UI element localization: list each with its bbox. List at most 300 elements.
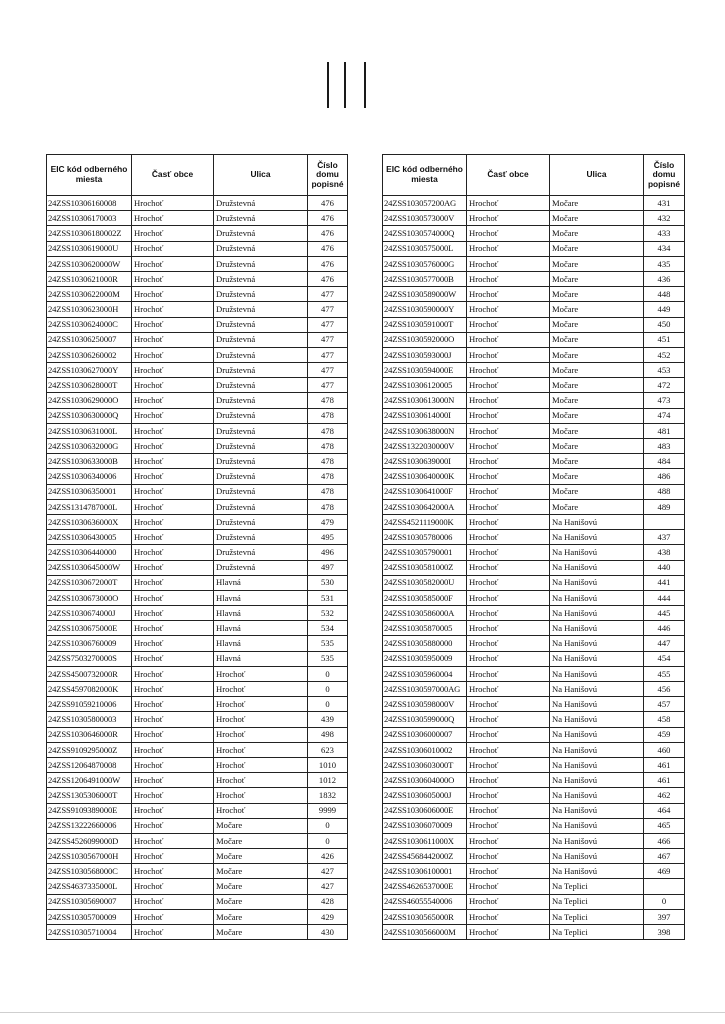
part-cell: Hrochoť: [132, 925, 214, 940]
house-number-cell: 477: [308, 317, 348, 332]
street-cell: Družstevná: [214, 196, 308, 211]
house-number-cell: 428: [308, 894, 348, 909]
street-cell: Močare: [550, 287, 644, 302]
part-cell: Hrochoť: [132, 879, 214, 894]
eic-code-cell: 24ZSS10305950009: [383, 651, 467, 666]
part-cell: Hrochoť: [467, 833, 550, 848]
street-cell: Močare: [550, 484, 644, 499]
house-number-cell: 472: [644, 378, 685, 393]
street-cell: Družstevná: [214, 363, 308, 378]
part-cell: Hrochoť: [132, 271, 214, 286]
table-row: [47, 423, 348, 438]
part-cell: Hrochoť: [467, 788, 550, 803]
part-cell: Hrochoť: [132, 317, 214, 332]
street-cell: Na Hanišovú: [550, 590, 644, 605]
part-cell: Hrochoť: [467, 742, 550, 757]
table-row: [383, 363, 685, 378]
eic-code-cell: 24ZSS1030641000F: [383, 484, 467, 499]
eic-code-cell: 24ZSS4526099000D: [47, 833, 132, 848]
table-row: [47, 894, 348, 909]
street-cell: Na Hanišovú: [550, 636, 644, 651]
eic-code-cell: 24ZSS1030633000B: [47, 454, 132, 469]
street-cell: Močare: [550, 469, 644, 484]
table-row: [47, 439, 348, 454]
part-cell: Hrochoť: [132, 241, 214, 256]
house-number-cell: 449: [644, 302, 685, 317]
street-cell: Hlavná: [214, 636, 308, 651]
street-cell: Na Hanišovú: [550, 651, 644, 666]
house-number-cell: 398: [644, 925, 685, 940]
house-number-cell: 478: [308, 454, 348, 469]
part-cell: Hrochoť: [132, 469, 214, 484]
house-number-cell: 535: [308, 636, 348, 651]
house-number-cell: 478: [308, 423, 348, 438]
house-number-cell: 455: [644, 666, 685, 681]
street-cell: Družstevná: [214, 332, 308, 347]
house-number-cell: 623: [308, 742, 348, 757]
street-cell: Močare: [214, 833, 308, 848]
table-row: [383, 560, 685, 575]
eic-code-cell: 24ZSS12064870008: [47, 757, 132, 772]
table-row: [47, 727, 348, 742]
house-number-cell: 497: [308, 560, 348, 575]
street-cell: Močare: [550, 408, 644, 423]
part-cell: Hrochoť: [467, 545, 550, 560]
house-number-cell: 476: [308, 271, 348, 286]
eic-code-cell: 24ZSS1030590000Y: [383, 302, 467, 317]
part-cell: Hrochoť: [132, 423, 214, 438]
part-cell: Hrochoť: [467, 621, 550, 636]
eic-code-cell: 24ZSS1030628000T: [47, 378, 132, 393]
part-cell: Hrochoť: [132, 621, 214, 636]
part-cell: Hrochoť: [132, 256, 214, 271]
eic-code-cell: 24ZSS10305800003: [47, 712, 132, 727]
street-cell: Hrochoť: [214, 712, 308, 727]
table-row: [47, 590, 348, 605]
eic-code-cell: 24ZSS1030598000V: [383, 697, 467, 712]
eic-code-cell: 24ZSS1030620000W: [47, 256, 132, 271]
eic-code-cell: 24ZSS1030622000M: [47, 287, 132, 302]
part-cell: Hrochoť: [467, 575, 550, 590]
house-number-cell: 478: [308, 408, 348, 423]
table-row: [47, 849, 348, 864]
table-row: [383, 545, 685, 560]
street-cell: Na Hanišovú: [550, 514, 644, 529]
table-row: [383, 590, 685, 605]
house-number-cell: 439: [308, 712, 348, 727]
house-number-cell: 476: [308, 226, 348, 241]
house-number-cell: 478: [308, 499, 348, 514]
eic-code-cell: 24ZSS1030613000N: [383, 393, 467, 408]
part-cell: Hrochoť: [132, 484, 214, 499]
house-number-cell: 397: [644, 909, 685, 924]
street-cell: Družstevná: [214, 469, 308, 484]
house-number-cell: 476: [308, 211, 348, 226]
table-row: [47, 621, 348, 636]
house-number-cell: 430: [308, 925, 348, 940]
street-cell: Močare: [550, 332, 644, 347]
part-cell: Hrochoť: [132, 742, 214, 757]
house-number-cell: 437: [644, 530, 685, 545]
part-cell: Hrochoť: [467, 439, 550, 454]
street-cell: Hrochoť: [214, 666, 308, 681]
street-cell: Družstevná: [214, 484, 308, 499]
header-street: Ulica: [214, 155, 308, 196]
table-row: [383, 530, 685, 545]
eic-code-cell: 24ZSS10305700009: [47, 909, 132, 924]
part-cell: Hrochoť: [132, 439, 214, 454]
eic-code-cell: 24ZSS1030621000R: [47, 271, 132, 286]
house-number-cell: 440: [644, 560, 685, 575]
eic-code-cell: 24ZSS1030585000F: [383, 590, 467, 605]
eic-code-cell: 24ZSS1030574000Q: [383, 226, 467, 241]
house-number-cell: 1010: [308, 757, 348, 772]
eic-table-right: [382, 154, 685, 940]
street-cell: Družstevná: [214, 241, 308, 256]
table-row: [47, 317, 348, 332]
table-row: [47, 287, 348, 302]
house-number-cell: 478: [308, 439, 348, 454]
eic-code-cell: 24ZSS10306070009: [383, 818, 467, 833]
eic-table-left: [46, 154, 348, 940]
part-cell: Hrochoť: [467, 879, 550, 894]
part-cell: Hrochoť: [132, 788, 214, 803]
street-cell: Močare: [214, 909, 308, 924]
eic-code-cell: 24ZSS10306250007: [47, 332, 132, 347]
eic-code-cell: 24ZSS1030624000C: [47, 317, 132, 332]
house-number-cell: 495: [308, 530, 348, 545]
part-cell: Hrochoť: [132, 773, 214, 788]
part-cell: Hrochoť: [132, 560, 214, 575]
part-cell: Hrochoť: [132, 378, 214, 393]
part-cell: Hrochoť: [132, 408, 214, 423]
house-number-cell: 433: [644, 226, 685, 241]
house-number-cell: 444: [644, 590, 685, 605]
house-number-cell: 467: [644, 849, 685, 864]
street-cell: Na Hanišovú: [550, 530, 644, 545]
house-number-cell: 484: [644, 454, 685, 469]
part-cell: Hrochoť: [132, 849, 214, 864]
street-cell: Hrochoť: [214, 697, 308, 712]
header-street: Ulica: [550, 155, 644, 196]
house-number-cell: 476: [308, 196, 348, 211]
house-number-cell: 460: [644, 742, 685, 757]
house-number-cell: 478: [308, 484, 348, 499]
table-row: [383, 347, 685, 362]
eic-code-cell: 24ZSS10306010002: [383, 742, 467, 757]
filing-marks: [324, 62, 394, 112]
house-number-cell: 496: [308, 545, 348, 560]
table-row: [47, 803, 348, 818]
table-row: [47, 514, 348, 529]
street-cell: Močare: [214, 818, 308, 833]
street-cell: Na Hanišovú: [550, 757, 644, 772]
street-cell: Močare: [214, 864, 308, 879]
table-row: [383, 378, 685, 393]
street-cell: Močare: [550, 241, 644, 256]
street-cell: Na Hanišovú: [550, 833, 644, 848]
table-row: [383, 833, 685, 848]
street-cell: Močare: [550, 499, 644, 514]
house-number-cell: 1012: [308, 773, 348, 788]
part-cell: Hrochoť: [467, 196, 550, 211]
eic-code-cell: 24ZSS1030576000G: [383, 256, 467, 271]
eic-code-cell: 24ZSS91059210006: [47, 697, 132, 712]
house-number-cell: 461: [644, 773, 685, 788]
part-cell: Hrochoť: [132, 818, 214, 833]
street-cell: Na Hanišovú: [550, 697, 644, 712]
header-eic: EIC kód odberného miesta: [383, 155, 467, 196]
house-number-cell: 469: [644, 864, 685, 879]
house-number-cell: 466: [644, 833, 685, 848]
table-row: [47, 864, 348, 879]
house-number-cell: 427: [308, 864, 348, 879]
eic-code-cell: 24ZSS1030568000C: [47, 864, 132, 879]
eic-code-cell: 24ZSS1030632000G: [47, 439, 132, 454]
street-cell: Močare: [550, 256, 644, 271]
street-cell: Močare: [550, 378, 644, 393]
eic-code-cell: 24ZSS10306430005: [47, 530, 132, 545]
house-number-cell: 477: [308, 332, 348, 347]
table-row: [383, 196, 685, 211]
table-row: [47, 332, 348, 347]
street-cell: Družstevná: [214, 514, 308, 529]
street-cell: Družstevná: [214, 347, 308, 362]
street-cell: Na Teplici: [550, 879, 644, 894]
house-number-cell: 532: [308, 606, 348, 621]
house-number-cell: 474: [644, 408, 685, 423]
eic-code-cell: 24ZSS1030675000E: [47, 621, 132, 636]
street-cell: Hrochoť: [214, 757, 308, 772]
house-number-cell: 0: [308, 697, 348, 712]
table-row: [383, 393, 685, 408]
table-row: [383, 818, 685, 833]
eic-code-cell: 24ZSS1305306000T: [47, 788, 132, 803]
part-cell: Hrochoť: [467, 909, 550, 924]
street-cell: Močare: [550, 302, 644, 317]
part-cell: Hrochoť: [467, 590, 550, 605]
table-row: [47, 636, 348, 651]
house-number-cell: 456: [644, 682, 685, 697]
street-cell: Močare: [550, 423, 644, 438]
eic-code-cell: 24ZSS1030589000W: [383, 287, 467, 302]
table-row: [47, 909, 348, 924]
part-cell: Hrochoť: [467, 302, 550, 317]
street-cell: Močare: [214, 849, 308, 864]
table-row: [383, 849, 685, 864]
part-cell: Hrochoť: [132, 302, 214, 317]
eic-code-cell: 24ZSS10306760009: [47, 636, 132, 651]
table-row: [47, 666, 348, 681]
eic-code-cell: 24ZSS1030642000A: [383, 499, 467, 514]
table-row: [47, 560, 348, 575]
eic-code-cell: 24ZSS1030566000M: [383, 925, 467, 940]
house-number-cell: 9999: [308, 803, 348, 818]
street-cell: Močare: [550, 226, 644, 241]
part-cell: Hrochoť: [467, 606, 550, 621]
street-cell: Močare: [214, 879, 308, 894]
header-part: Časť obce: [467, 155, 550, 196]
part-cell: Hrochoť: [467, 682, 550, 697]
eic-code-cell: 24ZSS4521119000K: [383, 514, 467, 529]
table-row: [383, 332, 685, 347]
house-number-cell: 473: [644, 393, 685, 408]
part-cell: Hrochoť: [467, 363, 550, 378]
eic-code-cell: 24ZSS1030577000B: [383, 271, 467, 286]
eic-code-cell: 24ZSS4597082000K: [47, 682, 132, 697]
street-cell: Družstevná: [214, 530, 308, 545]
part-cell: Hrochoť: [467, 347, 550, 362]
house-number-cell: 489: [644, 499, 685, 514]
table-row: [383, 317, 685, 332]
part-cell: Hrochoť: [132, 393, 214, 408]
street-cell: Družstevná: [214, 393, 308, 408]
street-cell: Hrochoť: [214, 773, 308, 788]
table-row: [47, 530, 348, 545]
house-number-cell: 462: [644, 788, 685, 803]
eic-code-cell: 24ZSS4500732000R: [47, 666, 132, 681]
house-number-cell: 478: [308, 393, 348, 408]
house-number-cell: 432: [644, 211, 685, 226]
table-row: [383, 773, 685, 788]
part-cell: Hrochoť: [132, 332, 214, 347]
house-number-cell: 477: [308, 378, 348, 393]
part-cell: Hrochoť: [132, 864, 214, 879]
eic-code-cell: 24ZSS1030573000V: [383, 211, 467, 226]
table-row: [383, 439, 685, 454]
eic-code-cell: 24ZSS10305870005: [383, 621, 467, 636]
part-cell: Hrochoť: [132, 909, 214, 924]
part-cell: Hrochoť: [132, 651, 214, 666]
house-number-cell: 531: [308, 590, 348, 605]
eic-code-cell: 24ZSS1030565000R: [383, 909, 467, 924]
street-cell: Družstevná: [214, 545, 308, 560]
table-row: [47, 682, 348, 697]
eic-code-cell: 24ZSS1030646000R: [47, 727, 132, 742]
part-cell: Hrochoť: [467, 241, 550, 256]
house-number-cell: 477: [308, 363, 348, 378]
table-row: [47, 196, 348, 211]
part-cell: Hrochoť: [467, 803, 550, 818]
table-row: [383, 241, 685, 256]
house-number-cell: 461: [644, 757, 685, 772]
part-cell: Hrochoť: [132, 606, 214, 621]
street-cell: Na Hanišovú: [550, 742, 644, 757]
table-row: [47, 545, 348, 560]
house-number-cell: 498: [308, 727, 348, 742]
part-cell: Hrochoť: [132, 454, 214, 469]
eic-code-cell: 24ZSS1030673000O: [47, 590, 132, 605]
table-row: [383, 803, 685, 818]
part-cell: Hrochoť: [132, 712, 214, 727]
eic-code-cell: 24ZSS4626537000E: [383, 879, 467, 894]
street-cell: Močare: [550, 363, 644, 378]
table-row: [47, 454, 348, 469]
house-number-cell: 429: [308, 909, 348, 924]
eic-code-cell: 24ZSS1030623000H: [47, 302, 132, 317]
header-eic: EIC kód odberného miesta: [47, 155, 132, 196]
street-cell: Družstevná: [214, 499, 308, 514]
house-number-cell: 477: [308, 287, 348, 302]
house-number-cell: 530: [308, 575, 348, 590]
table-row: [383, 651, 685, 666]
eic-code-cell: 24ZSS1030629000O: [47, 393, 132, 408]
table-row: [383, 271, 685, 286]
part-cell: Hrochoť: [132, 514, 214, 529]
street-cell: Na Hanišovú: [550, 545, 644, 560]
table-row: [383, 879, 685, 894]
table-row: [383, 226, 685, 241]
table-row: [383, 925, 685, 940]
part-cell: Hrochoť: [132, 682, 214, 697]
table-header-row: [383, 155, 685, 196]
table-row: [47, 347, 348, 362]
part-cell: Hrochoť: [467, 864, 550, 879]
part-cell: Hrochoť: [467, 317, 550, 332]
eic-code-cell: 24ZSS4568442000Z: [383, 849, 467, 864]
table-row: [383, 469, 685, 484]
street-cell: Na Teplici: [550, 925, 644, 940]
eic-code-cell: 24ZSS1030674000J: [47, 606, 132, 621]
part-cell: Hrochoť: [467, 651, 550, 666]
street-cell: Družstevná: [214, 560, 308, 575]
eic-code-cell: 24ZSS1030581000Z: [383, 560, 467, 575]
eic-code-cell: 24ZSS1030636000X: [47, 514, 132, 529]
street-cell: Na Hanišovú: [550, 818, 644, 833]
table-row: [383, 636, 685, 651]
house-number-cell: 476: [308, 241, 348, 256]
eic-code-cell: 24ZSS10305690007: [47, 894, 132, 909]
eic-code-cell: 24ZSS1030575000L: [383, 241, 467, 256]
street-cell: Hlavná: [214, 651, 308, 666]
table-row: [383, 712, 685, 727]
table-row: [47, 757, 348, 772]
part-cell: Hrochoť: [467, 454, 550, 469]
street-cell: Močare: [214, 925, 308, 940]
street-cell: Na Hanišovú: [550, 621, 644, 636]
eic-code-cell: 24ZSS10306170003: [47, 211, 132, 226]
eic-code-cell: 24ZSS1030606000E: [383, 803, 467, 818]
street-cell: Družstevná: [214, 439, 308, 454]
house-number-cell: 0: [308, 682, 348, 697]
table-row: [383, 211, 685, 226]
house-number-cell: 477: [308, 302, 348, 317]
street-cell: Hlavná: [214, 590, 308, 605]
part-cell: Hrochoť: [132, 575, 214, 590]
street-cell: Na Hanišovú: [550, 727, 644, 742]
part-cell: Hrochoť: [467, 256, 550, 271]
table-row: [47, 651, 348, 666]
eic-code-cell: 24ZSS13222660006: [47, 818, 132, 833]
eic-code-cell: 24ZSS1030594000E: [383, 363, 467, 378]
house-number-cell: 535: [308, 651, 348, 666]
house-number-cell: 438: [644, 545, 685, 560]
eic-code-cell: 24ZSS1030640000K: [383, 469, 467, 484]
house-number-cell: 427: [308, 879, 348, 894]
street-cell: Družstevná: [214, 256, 308, 271]
part-cell: Hrochoť: [467, 287, 550, 302]
eic-code-cell: 24ZSS10306120005: [383, 378, 467, 393]
eic-code-cell: 24ZSS1030603000T: [383, 757, 467, 772]
eic-code-cell: 24ZSS1206491000W: [47, 773, 132, 788]
house-number-cell: 452: [644, 347, 685, 362]
eic-code-cell: 24ZSS9109389000E: [47, 803, 132, 818]
eic-code-cell: 24ZSS1030638000N: [383, 423, 467, 438]
eic-code-cell: 24ZSS46055540006: [383, 894, 467, 909]
part-cell: Hrochoť: [467, 226, 550, 241]
table-row: [383, 666, 685, 681]
house-number-cell: 458: [644, 712, 685, 727]
